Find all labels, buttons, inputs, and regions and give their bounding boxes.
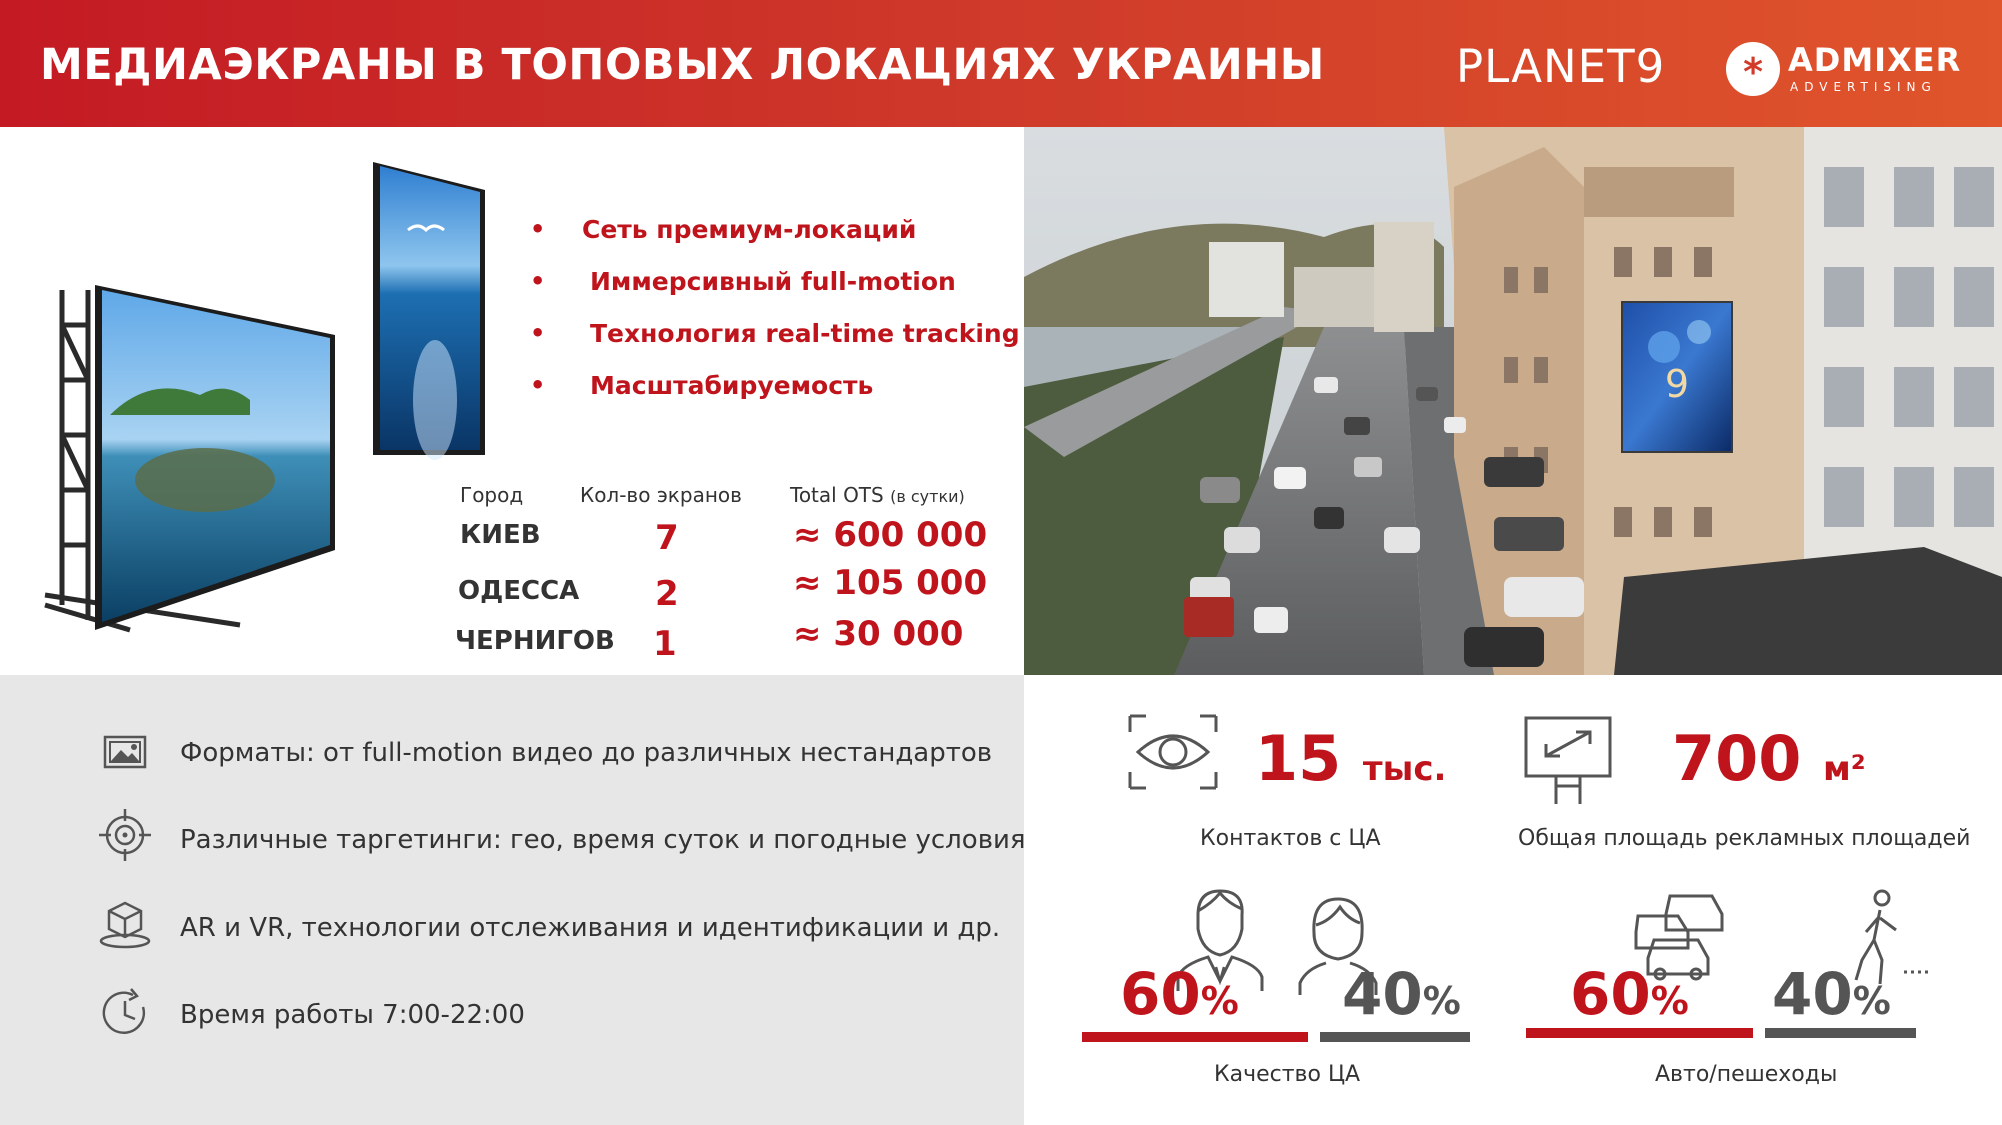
feature-text: Различные таргетинги: гео, время суток и погодные условия: [180, 825, 1026, 855]
admixer-logo: [1726, 40, 1966, 98]
table-row-ots: ≈ 30 000: [793, 614, 964, 654]
col-header-city: Город: [460, 483, 524, 507]
billboard-screen-text: 9: [1664, 362, 1690, 406]
quality-caption: Качество ЦА: [1214, 1062, 1361, 1087]
page-title: МЕДИАЭКРАНЫ В ТОПОВЫХ ЛОКАЦИЯХ УКРАИНЫ: [40, 40, 1325, 90]
men-share-bar: [1082, 1032, 1308, 1042]
women-percent: 40%: [1342, 960, 1461, 1028]
cities-table: [455, 483, 995, 683]
target-crosshair-icon: [97, 807, 153, 863]
women-percent-unit: %: [1422, 979, 1461, 1023]
col-header-screens: Кол-во экранов: [580, 483, 742, 507]
area-unit: м²: [1823, 749, 1866, 789]
image-gallery-icon: [97, 727, 153, 783]
auto-percent: 60%: [1570, 960, 1689, 1028]
asterisk-icon: *: [1726, 42, 1780, 96]
pedestrian-percent: 40%: [1772, 960, 1891, 1028]
feature-text: Форматы: от full-motion видео до различных нестандартов: [180, 738, 993, 768]
bullet-dot-icon: •: [530, 215, 546, 243]
table-row-screens: 7: [655, 518, 679, 558]
bullet-dot-icon: •: [530, 371, 546, 399]
col-header-ots-note: (в сутки): [890, 487, 965, 506]
street-billboard-photo: [1024, 127, 2002, 675]
header-bar: [0, 0, 2002, 127]
pedestrian-share-bar: [1765, 1028, 1916, 1038]
auto-percent-unit: %: [1650, 979, 1689, 1023]
admixer-logo-subtitle: ADVERTISING: [1790, 80, 1937, 94]
contacts-caption: Контактов с ЦА: [1200, 826, 1381, 851]
planet9-logo: PLANET9: [1456, 40, 1666, 93]
table-row-screens: 1: [653, 624, 677, 664]
feature-text: Время работы 7:00-22:00: [180, 1000, 525, 1030]
table-row-screens: 2: [655, 574, 679, 614]
area-value: 700 м²: [1672, 722, 1866, 795]
table-row-city: ЧЕРНИГОВ: [455, 626, 615, 656]
bullet-dot-icon: •: [530, 319, 546, 347]
led-screens-illustration: [40, 150, 500, 660]
table-row-ots: ≈ 600 000: [793, 515, 988, 555]
men-percent: 60%: [1120, 960, 1239, 1028]
billboard-icon: [1520, 712, 1616, 808]
feature-text: AR и VR, технологии отслеживания и идентификации и др.: [180, 913, 1001, 943]
table-row-ots: ≈ 105 000: [793, 563, 988, 603]
contacts-unit: тыс.: [1362, 749, 1447, 789]
women-share-bar: [1320, 1032, 1470, 1042]
auto-share-bar: [1526, 1028, 1753, 1038]
table-row-city: ОДЕССА: [458, 576, 580, 606]
table-row-city: КИЕВ: [460, 520, 541, 550]
area-caption: Общая площадь рекламных площадей: [1518, 826, 1971, 851]
col-header-ots: Total OTS (в сутки): [790, 483, 965, 507]
pedestrian-percent-unit: %: [1852, 979, 1891, 1023]
features-panel: [0, 675, 1024, 1125]
admixer-logo-name: ADMIXER: [1788, 41, 1962, 79]
eye-icon: [1126, 712, 1220, 792]
clock-icon: [97, 985, 153, 1041]
traffic-caption: Авто/пешеходы: [1655, 1062, 1838, 1087]
bullet-dot-icon: •: [530, 267, 546, 295]
men-percent-unit: %: [1200, 979, 1239, 1023]
ar-cube-icon: [97, 895, 153, 951]
contacts-value: 15 тыс.: [1255, 722, 1447, 795]
turtle-shape: [135, 448, 275, 512]
